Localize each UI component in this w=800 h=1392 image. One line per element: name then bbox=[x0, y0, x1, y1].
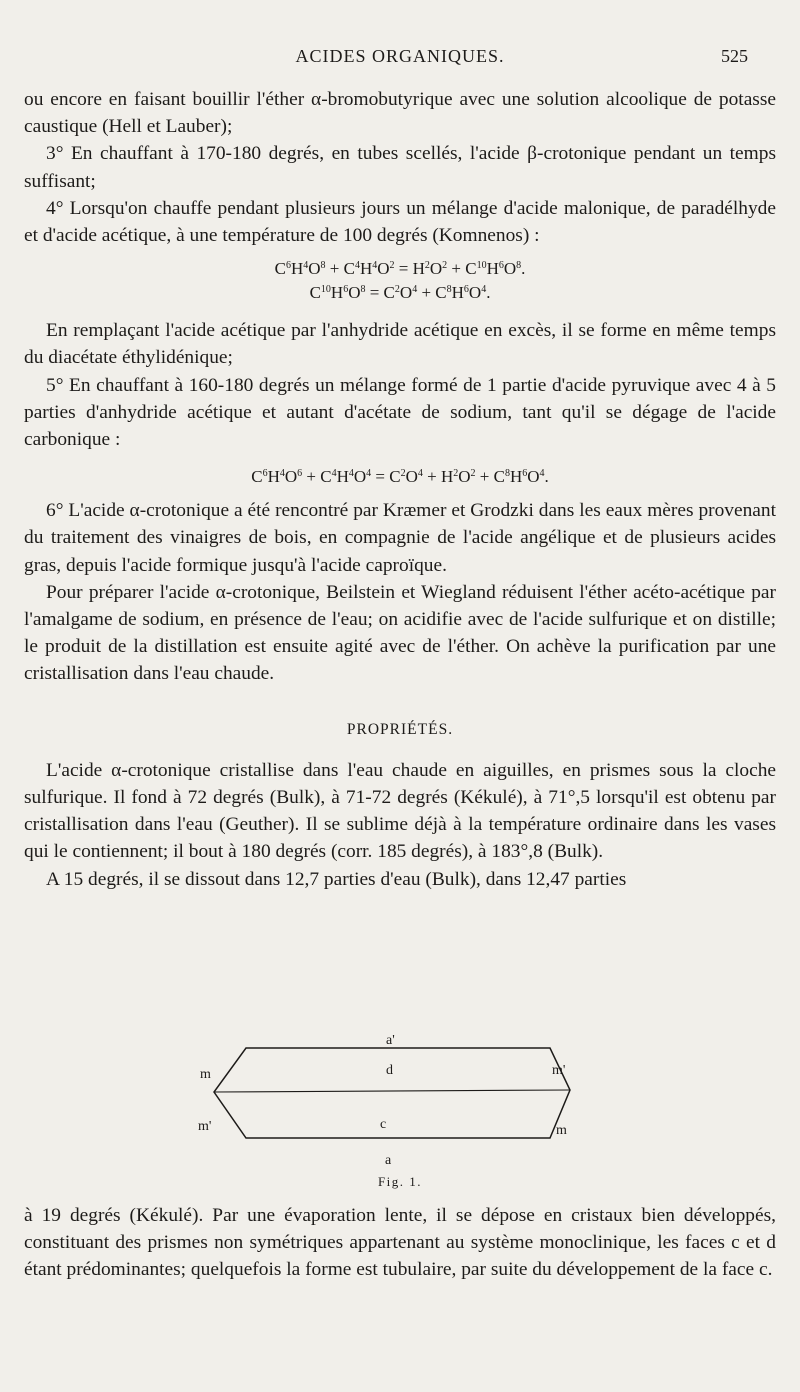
crystal-outline bbox=[214, 1048, 570, 1138]
section-heading: PROPRIÉTÉS. bbox=[346, 720, 454, 738]
label-m-prime-left: m' bbox=[198, 1119, 212, 1134]
label-m-right: m bbox=[556, 1123, 567, 1138]
formula-1: $C^6H^4O^8 + C^4H^4O^2 = H^2O^2 + C^{10}H^6O^8$. bbox=[274, 259, 526, 279]
paragraph: 6° L'acide α-crotonique a été rencontré par Kræmer et Grodzki dans les eaux mères provenant du traitement des vinaigres de bois, en compagnie de l'acide angélique et de plusieurs acides gras, depuis l'acide formique jusqu'à l'acide caproïque. bbox=[24, 500, 776, 576]
paragraph: A 15 degrés, il se dissout dans 12,7 parties d'eau (Bulk), dans 12,47 parties bbox=[46, 868, 627, 890]
text-block-top bbox=[24, 86, 776, 893]
label-m-prime-right: m' bbox=[552, 1063, 566, 1078]
paragraph: Pour préparer l'acide α-crotonique, Beilstein et Wiegland réduisent l'éther acéto-acétique par l'amalgame de sodium, en présence de l'eau; on acidifie avec de l'acide sulfurique et on distille; le produit de la distillation est ensuite agité avec de l'éther. On achève la purification par une cristallisation dans l'eau chaude. bbox=[24, 581, 776, 685]
label-a: a bbox=[385, 1153, 392, 1168]
formula-2: $C^{10}H^6O^8 = C^2O^4 + C^8H^6O^4$. bbox=[309, 283, 491, 303]
crystal-diagram bbox=[180, 1030, 620, 1180]
running-title: ACIDES ORGANIQUES. bbox=[295, 46, 505, 66]
label-m-left: m bbox=[200, 1067, 211, 1082]
paragraph: à 19 degrés (Kékulé). Par une évaporation lente, il se dépose en cristaux bien développés, constituant des prismes non symétriques appartenant au système monoclinique, les faces c et d étant prédominantes; quelquefois la forme est tubulaire, par suite du développement de la face c. bbox=[24, 1205, 776, 1281]
crystal-edge bbox=[214, 1090, 570, 1092]
paragraph: 5° En chauffant à 160-180 degrés un mélange formé de 1 partie d'acide pyruvique avec 4 à 5 parties d'anhydride acétique et autant d'acétate de sodium, tant qu'il se dégage de l'acide carbonique : bbox=[24, 374, 776, 451]
label-d: d bbox=[386, 1063, 393, 1078]
crystal-figure bbox=[180, 1030, 620, 1180]
paragraph: L'acide α-crotonique cristallise dans l'eau chaude en aiguilles, en prismes sous la cloche sulfurique. Il fond à 72 degrés (Bulk), à 71-72 degrés (Kékulé), à 71°,5 lorsqu'il est obtenu par cristallisation dans l'eau (Geuther). Il se sublime déjà à la température ordinaire dans les vases qui le contiennent; il bout à 180 degrés (corr. 185 degrés), à 183°,8 (Bulk). bbox=[24, 759, 776, 863]
text-block-bottom bbox=[24, 1202, 776, 1284]
page-number: 525 bbox=[721, 46, 748, 66]
paragraph: 4° Lorsqu'on chauffe pendant plusieurs jours un mélange d'acide malonique, de paradélhyde et d'acide acétique, à une température de 100 degrés (Komnenos) : bbox=[24, 197, 776, 247]
page-header bbox=[0, 46, 800, 74]
label-c: c bbox=[380, 1117, 387, 1132]
formula-3: $C^6H^4O^6 + C^4H^4O^4 = C^2O^4 + H^2O^2 + C^8H^6O^4$. bbox=[251, 467, 549, 487]
paragraph: ou encore en faisant bouillir l'éther α-bromobutyrique avec une solution alcoolique de potasse caustique (Hell et Lauber); bbox=[24, 89, 776, 138]
figure-caption: Fig. 1. bbox=[377, 1174, 423, 1189]
paragraph: 3° En chauffant à 170-180 degrés, en tubes scellés, l'acide β-crotonique pendant un temps suffisant; bbox=[24, 143, 776, 192]
label-a-prime: a' bbox=[386, 1033, 395, 1048]
paragraph: En remplaçant l'acide acétique par l'anhydride acétique en excès, il se forme en même temps du diacétate éthylidénique; bbox=[24, 320, 776, 369]
